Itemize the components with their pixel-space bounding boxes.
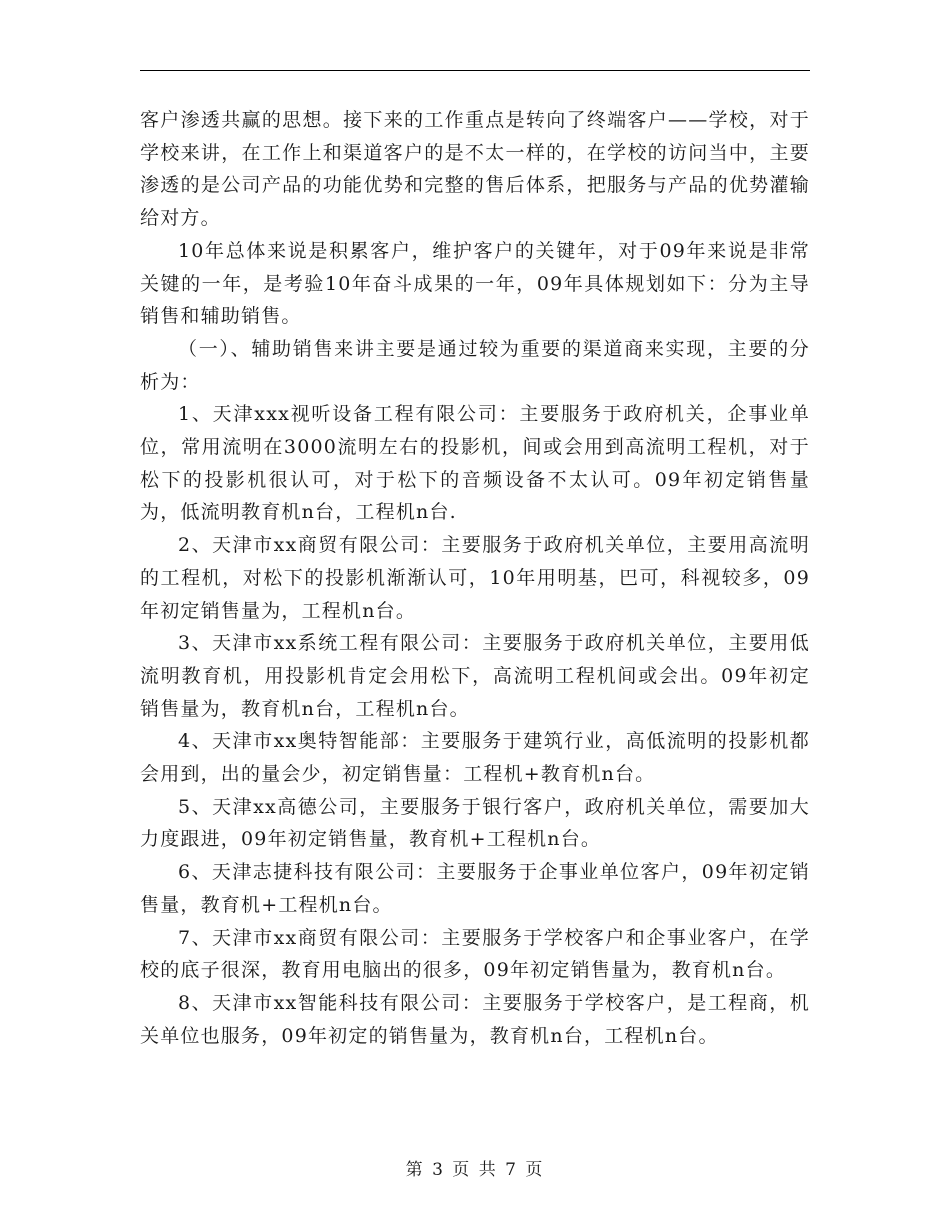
list-item: 1、天津xxx视听设备工程有限公司：主要服务于政府机关，企事业单位，常用流明在3000流明左右的投影机，间或会用到高流明工程机，对于松下的投影机很认可，对于松下的音频设备不太认可。09年初定销售量为，低流明教育机n台，工程机n台. bbox=[140, 403, 810, 524]
list-item: 8、天津市xx智能科技有限公司：主要服务于学校客户，是工程商，机关单位也服务，09年初定的销售量为，教育机n台，工程机n台。 bbox=[140, 991, 810, 1047]
list-item: 2、天津市xx商贸有限公司：主要服务于政府机关单位，主要用高流明的工程机，对松下的投影机渐渐认可，10年用明基，巴可，科视较多，09年初定销售量为，工程机n台。 bbox=[140, 534, 810, 622]
paragraph: 10年总体来说是积累客户，维护客户的关键年，对于09年来说是非常关键的一年，是考验10年奋斗成果的一年，09年具体规划如下：分为主导销售和辅助销售。 bbox=[140, 239, 810, 328]
list-item: 5、天津xx高德公司，主要服务于银行客户，政府机关单位，需要加大力度跟进，09年初定销售量，教育机+工程机n台。 bbox=[140, 795, 810, 851]
paragraph: 客户渗透共赢的思想。接下来的工作重点是转向了终端客户——学校，对于学校来讲，在工作上和渠道客户的是不太一样的，在学校的访问当中，主要渗透的是公司产品的功能优势和完整的售后体系，把服务与产品的优势灌输给对方。 bbox=[140, 109, 810, 230]
list-item: 4、天津市xx奥特智能部：主要服务于建筑行业，高低流明的投影机都会用到，出的量会少，初定销售量：工程机+教育机n台。 bbox=[140, 730, 810, 786]
page-number-footer: 第 3 页 共 7 页 bbox=[405, 1160, 545, 1180]
paragraph: （一）、辅助销售来讲主要是通过较为重要的渠道商来实现，主要的分析为： bbox=[140, 337, 810, 393]
list-item: 7、天津市xx商贸有限公司：主要服务于学校客户和企事业客户，在学校的底子很深，教育用电脑出的很多，09年初定销售量为，教育机n台。 bbox=[140, 926, 810, 982]
list-item: 6、天津志捷科技有限公司：主要服务于企事业单位客户，09年初定销售量，教育机+工程机n台。 bbox=[140, 861, 810, 916]
list-item: 3、天津市xx系统工程有限公司：主要服务于政府机关单位，主要用低流明教育机，用投影机肯定会用松下，高流明工程机间或会出。09年初定销售量为，教育机n台，工程机n台。 bbox=[140, 632, 810, 720]
header-rule bbox=[140, 70, 810, 71]
document-body bbox=[140, 104, 810, 1052]
